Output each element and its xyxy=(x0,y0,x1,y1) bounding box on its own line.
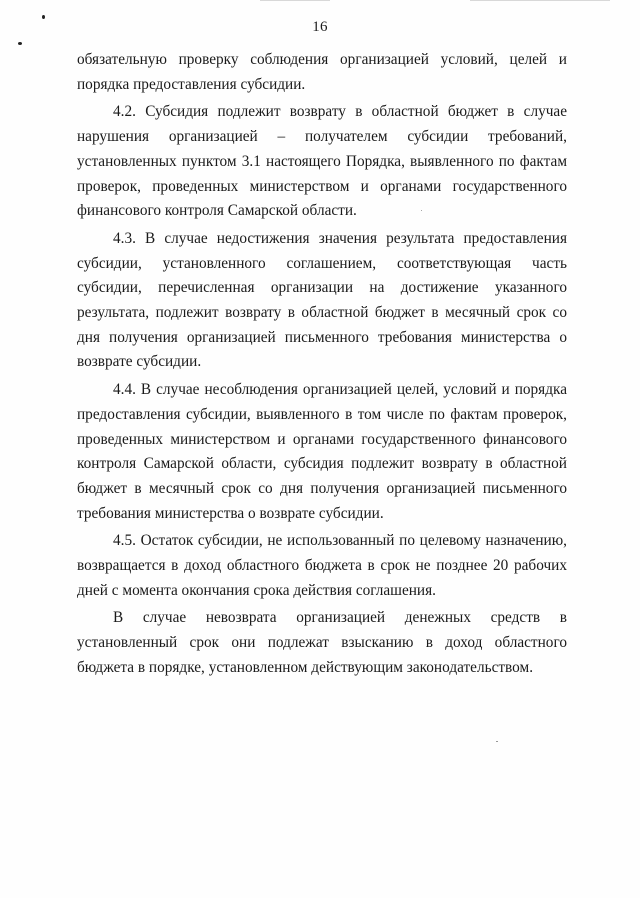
paragraph-4-2: 4.2. Субсидия подлежит возврату в областной бюджет в случае нарушения организацией – получателем субсидии требований, установленных пунктом 3.1 настоящего Порядка, выявленного по фактам проверок, проведенных министерством и органами государственного финансового контроля Самарской области. xyxy=(77,103,567,220)
paragraph-continuation: обязательную проверку соблюдения организацией условий, целей и порядка предоставления субсидии. xyxy=(77,51,567,93)
paragraph-4-5: 4.5. Остаток субсидии, не использованный по целевому назначению, возвращается в доход областного бюджета в срок не позднее 20 рабочих дней с момента окончания срока действия соглашения. xyxy=(77,532,567,599)
document-body xyxy=(77,48,567,681)
paragraph-nonreturn: В случае невозврата организацией денежных средств в установленный срок они подлежат взысканию в доход областного бюджета в порядке, установленном действующим законодательством. xyxy=(77,609,567,676)
scan-artifact xyxy=(470,0,610,1)
scan-speck xyxy=(496,741,498,742)
page-number: 16 xyxy=(312,19,328,35)
scan-speck xyxy=(18,42,22,45)
paragraph-4-4: 4.4. В случае несоблюдения организацией целей, условий и порядка предоставления субсидии, выявленного в том числе по фактам проверок, проведенных министерством и органами государственного финансового контроля Самарской области, субсидия подлежит возврату в областной бюджет в месячный срок со дня получения организацией письменного требования министерства о возврате субсидии. xyxy=(77,381,567,522)
scan-artifact xyxy=(260,0,330,1)
paragraph-4-3: 4.3. В случае недостижения значения результата предоставления субсидии, установленного соглашением, соответствующая часть субсидии, перечисленная организации на достижение указанного результата, подлежит возврату в областной бюджет в месячный срок со дня получения организацией письменного требования министерства о возврате субсидии. xyxy=(77,229,567,371)
